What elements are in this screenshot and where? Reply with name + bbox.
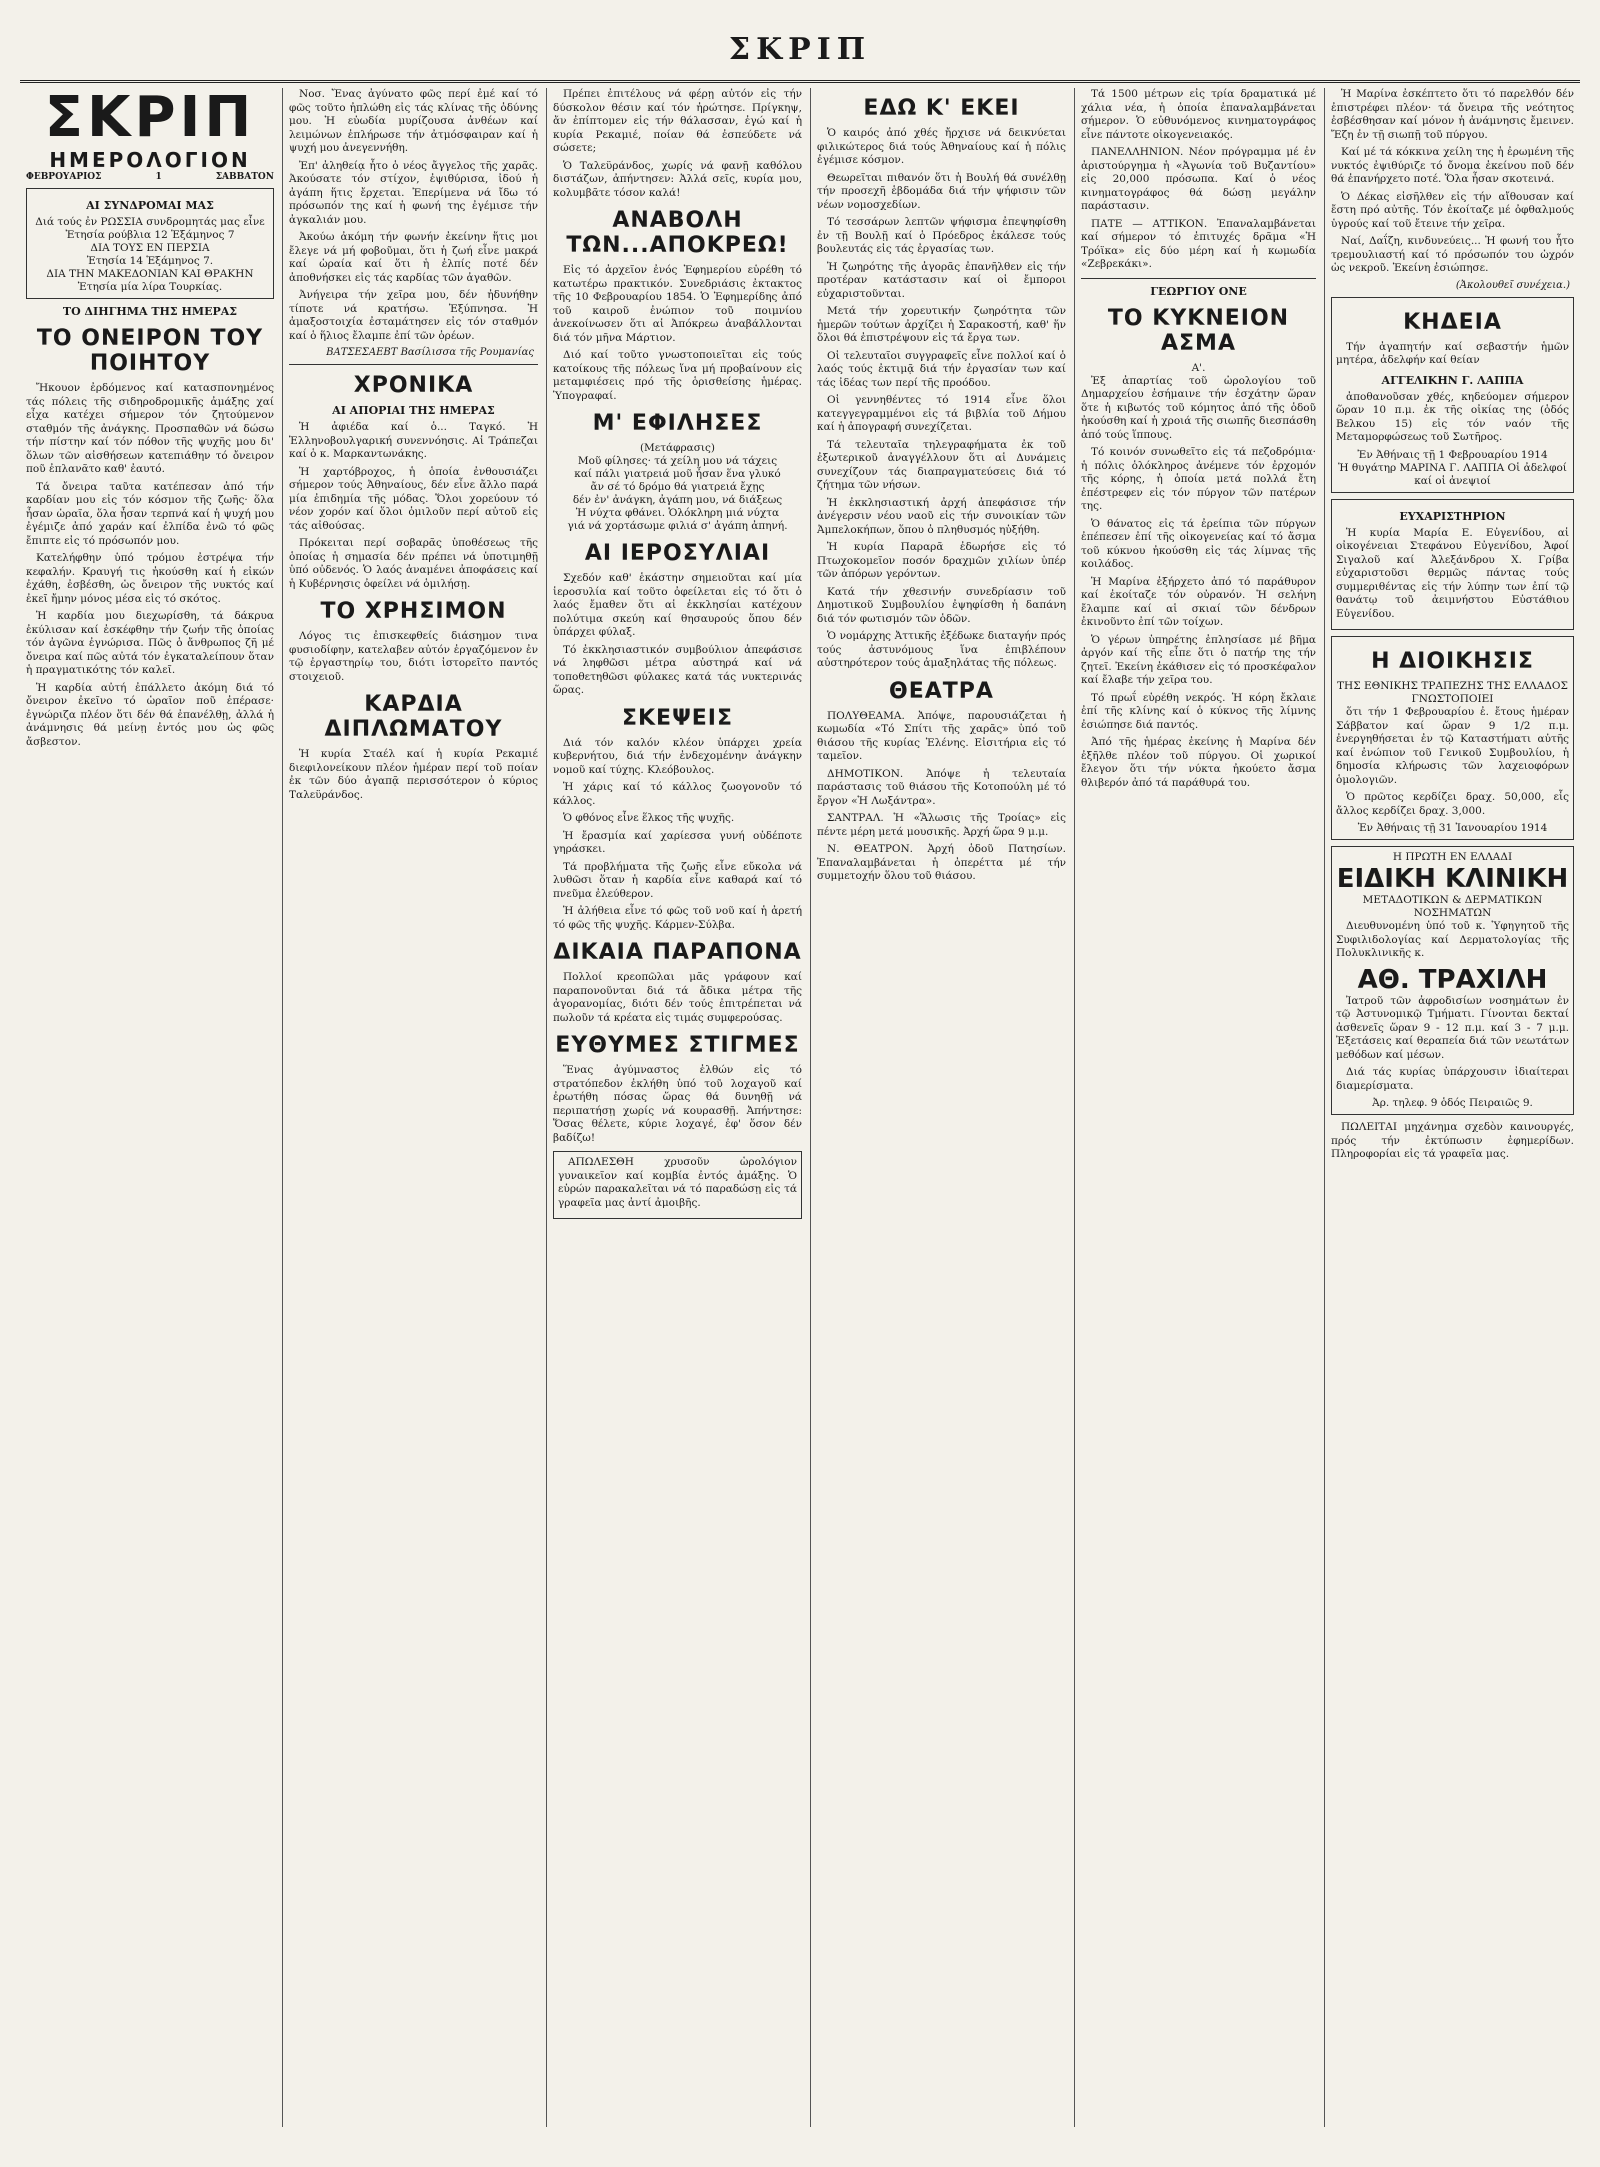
paragraph: Κατά τήν χθεσινήν συνεδρίασιν τοῦ Δημοτικοῦ Συμβουλίου ἐψηφίσθη ἡ δαπάνη διά τόν φωτισμόν τῶν ὁδῶν.: [817, 585, 1066, 625]
paragraph: Τά προβλήματα τῆς ζωῆς εἶνε εὔκολα νά λυθῶσι ὅταν ἡ καρδία εἶνε καθαρά καί τό πνεῦμα ἐλεύθερον.: [553, 860, 802, 900]
paragraph: Διό καί τοῦτο γνωστοποιεῖται εἰς τούς κατοίκους τῆς πόλεως ἵνα μή προβαίνουν εἰς μεταμφιέσεις πρό τῆς ὁρισθείσης ἡμέρας. Ὑπογραφαί.: [553, 349, 802, 402]
section-headline: ΣΚΕΨΕΙΣ: [621, 705, 734, 731]
paragraph: Κατελήφθην ὑπό τρόμου ἐστρέψα τήν κεφαλήν. Κραυγή τις ἠκούσθη καί ἡ εἰκών ἐχάθη, ἐσβέσθη, ὡς ὄνειρον τῆς νυκτός καί ἐκεῖ ἤμην μόνος μέσα εἰς τό σκότος.: [26, 552, 274, 605]
signature: ΒΑΤΣΕΣΑΕΒΤ Βασίλισσα τῆς Ρουμανίας: [326, 347, 534, 358]
clinic-ad: [1331, 846, 1574, 1115]
paragraph: Μετά τήν χορευτικήν ζωηρότητα τῶν ἡμερῶν τούτων ἀρχίζει ἡ Σαρακοστή, καθ' ἥν ὅλοι θά ἐπιστρέψουν εἰς τά ἔργα των.: [817, 305, 1066, 344]
paragraph: Τά 1500 μέτρων εἰς τρία δραματικά μέ χάλια νέα, ἡ ὁποία ἐπαναλαμβάνεται σήμερον. Ὁ εὐθυνόμενος κινηματογράφος εἶνε πάντοτε οἰκογενειακός.: [1081, 88, 1316, 141]
paragraph: Ὁ νομάρχης Ἀττικῆς ἐξέδωκε διαταγήν πρός τούς ἀστυνόμους ἵνα ἐπιβλέπουν αὐστηρότερον τούς ἀμαξηλάτας τῆς πόλεως.: [817, 630, 1066, 669]
day-number: 1: [155, 172, 162, 182]
paragraph: Ἐξ ἀπαρτίας τοῦ ὠρολογίου τοῦ Δημαρχείου ἐσήμαινε τήν ἐσχάτην ὥραν ὅτε ἡ κιβωτός τοῦ κόμητος ἀπό τῆς ὁδοῦ ἠκούσθη καί ἡ χροιά τῆς σιωπῆς διεσπάσθη ἀπό τούς ἵππους.: [1081, 374, 1316, 441]
paragraph: Ἡ Μαρίνα ἐξήρχετο ἀπό τό παράθυρον καί ἐκοίταζε τόν οὐρανόν. Ἡ σελήνη ἔλαμπε καί αἱ σκιαί τῶν δένδρων ἐκινοῦντο ἐπί τῶν τοίχων.: [1081, 575, 1316, 628]
paragraph: Ἡ κυρία Μαρία Ε. Εὐγενίδου, αἱ οἰκογένειαι Στεφάνου Εὐγενίδου, Ἀφοί Σιγαλοῦ καί Ἀλεξάνδρου Χ. Γρίβα εὐχαριστοῦσι θερμῶς πάντας τούς συμμεριθέντας εἰς τήν λύπην των ἐπί τῷ θανάτῳ τοῦ ἀειμνήστου Εὐστάθιου Εὐγενίδου.: [1336, 526, 1569, 620]
subscriptions-title: ΑΙ ΣΥΝΔΡΟΜΑΙ ΜΑΣ: [86, 199, 214, 212]
section-headline: ΤΟ ΚΥΚΝΕΙΟΝ ΑΣΜΑ: [1107, 305, 1290, 356]
story-headline: ΤΟ ΟΝΕΙΡΟΝ ΤΟΥ ΠΟΙΗΤΟΥ: [36, 326, 264, 376]
paragraph: Τό τεσσάρων λεπτῶν ψήφισμα ἐπεψηφίσθη ἐν τῇ Βουλῇ καί ὁ Πρόεδρος ἐκάλεσε τούς βουλευτάς εἰς τάς ἐργασίας των.: [817, 216, 1066, 255]
newspaper-page: [20, 20, 1580, 2127]
masthead: [20, 20, 1580, 83]
columns: [20, 88, 1580, 2127]
paragraph: Ἡ χάρις καί τό κάλλος ζωογονοῦν τό κάλλος.: [553, 781, 802, 807]
paragraph: Ν. ΘΕΑΤΡΟΝ. Ἀρχή ὁδοῦ Πατησίων. Ἐπαναλαμβάνεται ἡ ὀπερέττα μέ τήν συμμετοχήν ὅλου τοῦ θιάσου.: [817, 843, 1066, 882]
paragraph: Ἡ κυρία Παραρᾶ ἐδωρήσε εἰς τό Πτωχοκομεῖον ποσόν δραχμῶν χιλίων ὑπέρ τῶν ἀπόρων γερόντων.: [817, 541, 1066, 580]
author-name: ΓΕΩΡΓΙΟΥ ΟΝΕ: [1150, 284, 1247, 298]
paragraph: Τήν ἀγαπητήν καί σεβαστήν ἡμῶν μητέρα, ἀδελφήν καί θείαν: [1336, 340, 1569, 366]
doctor-name: ΑΘ. ΤΡΑΧΙΛΗ: [1357, 964, 1548, 995]
weekday: ΣΑΒΒΑΤΟΝ: [215, 172, 274, 182]
divider: [1081, 278, 1316, 279]
paragraph: Ἡ καρδία αὐτή ἐπάλλετο ἀκόμη διά τό ὄνειρον ἐκεῖνο τό ὡραῖον ποῦ ἐπέρασε· ἐγνώριζα πλέον ὅτι δέν θά ἐπανέλθῃ, ἀλλά ἡ ἀνάμνησις θά μείνῃ ἐντός μου ὡς φῶς ἄσβεστον.: [26, 681, 274, 748]
poem-line: ἄν σέ τό δρόμο θά γιατρειά ἔχῃς: [590, 481, 765, 493]
section-headline: ΑΝΑΒΟΛΗ ΤΩΝ...ΑΠΟΚΡΕΩ!: [566, 208, 789, 258]
date-row: [26, 172, 274, 182]
paragraph: ΠΑΝΕΛΛΗΝΙΟΝ. Νέον πρόγραμμα μέ ἐν ἀριστούργημα ἡ «Ἀγωνία τοῦ Βυζαντίου» εἰς 20,000 πρόσωπα. Καί ὁ νέος κινηματογράφος θά δώσῃ μεγάλην παράστασιν.: [1081, 146, 1316, 212]
paragraph: Ναί, Δαΐζη, κινδυνεύεις... Ἡ φωνή του ἦτο τρεμουλιαστή καί τό πρόσωπόν του ὠχρόν ὡς νεκροῦ. Ἐκείνη ἐσιώπησε.: [1331, 235, 1574, 274]
paragraph: Ὁ φθόνος εἶνε ἕλκος τῆς ψυχῆς.: [563, 812, 735, 824]
subs-line: ΔΙΑ ΤΟΥΣ ΕΝ ΠΕΡΣΙΑ: [90, 242, 210, 254]
paragraph: ΠΑΤΕ — ΑΤΤΙΚΟΝ. Ἐπαναλαμβάνεται καί σήμερον τό ἐπιτυχές δρᾶμα «Ἡ Τρόϊκα» εἰς δύο μέρη καί ἡ κωμωδία «Ζεβρεκάκι».: [1081, 217, 1316, 270]
paragraph: Πρόκειται περί σοβαρᾶς ὑποθέσεως τῆς ὁποίας ἡ σημασία δέν πρέπει νά ὑποτιμηθῇ ὑπό οὐδενός. Ὁ λαός ἀναμένει ἀποφάσεις καί ἡ Κυβέρνησις ὀφείλει νά ὁμιλήσῃ.: [289, 537, 538, 590]
paragraph: Οἱ γεννηθέντες τό 1914 εἶνε ὅλοι κατεγγεγραμμένοι εἰς τά βιβλία τοῦ Δήμου καί ἡ ἀπογραφή συνεχίζεται.: [817, 394, 1066, 433]
subs-line: ΔΙΑ ΤΗΝ ΜΑΚΕΔΟΝΙΑΝ ΚΑΙ ΘΡΑΚΗΝ: [46, 268, 254, 280]
section-headline: ΕΥΘΥΜΕΣ ΣΤΙΓΜΕΣ: [555, 1033, 800, 1058]
ad-address: Ἀρ. τηλεφ. 9 ὁδός Πειραιῶς 9.: [1372, 1097, 1533, 1109]
paragraph: Ἀκούω ἀκόμη τήν φωνήν ἐκείνην ἥτις μοι ἔλεγε νά μή φοβοῦμαι, ὅτι ἡ ζωή εἶνε μακρά καί ὡραία καί ὅτι ἡ ἐλπίς ποτέ δέν ἀποθνήσκει εἰς τάς καρδίας τῶν ἀγαθῶν.: [289, 231, 538, 284]
paragraph: Πρέπει ἐπιτέλους νά φέρῃ αὐτόν εἰς τήν δύσκολον θέσιν καί τόν ἠρώτησε. Πρίγκηψ, ἄν ἐπίπτομεν εἰς τήν θάλασσαν, ἐγώ καί ἡ κυρία Ρεκαμιέ, ποίαν θά ἐσπεύδετε νά σώσετε;: [553, 88, 802, 154]
paragraph: Ἀνήγειρα τήν χεῖρα μου, δέν ἠδυνήθην τίποτε νά κρατήσω. Ἐξύπνησα. Ἡ ἀμαξοστοιχία ἐσταμάτησεν εἰς τόν σταθμόν καί ὁ ἥλιος ἔλαμπε ἐπί τῶν ὀρέων.: [289, 289, 538, 342]
chapter-number: Α'.: [1191, 361, 1206, 374]
paragraph: Ὁ Ταλεϋράνδος, χωρίς νά φανῇ καθόλου διστάζων, ἀπήντησεν: Ἀλλά σεῖς, κυρία μου, κολυμβᾶτε τόσον καλά!: [553, 159, 802, 199]
paragraph: Λόγος τις ἐπισκεφθείς διάσημον τινα φυσιοδίφην, κατελαβεν αὐτόν ἐργαζόμενον ἐν τῷ ἐργαστηρίῳ του, διότι ἰστορεῖτο παντός στοιχειοῦ.: [289, 630, 538, 683]
bank-notice: [1331, 636, 1574, 840]
paragraph: Διά τόν καλόν κλέον ὑπάρχει χρεία κυβερνήτου, διά τήν ἐνδεχομένην ἀνάγκην νομοῦ καί τύχης. Κλεόβουλος.: [553, 736, 802, 776]
section-subhead: ΓΝΩΣΤΟΠΟΙΕΙ: [1411, 693, 1494, 705]
ad-subhead: ΜΕΤΑΔΟΤΙΚΩΝ & ΔΕΡΜΑΤΙΚΩΝ ΝΟΣΗΜΑΤΩΝ: [1362, 894, 1543, 919]
paragraph: Διευθυνομένη ὑπό τοῦ κ. Ὑφηγητοῦ τῆς Συφιλιδολογίας καί Δερματολογίας τῆς Πολυκλινικῆς κ.: [1336, 920, 1569, 959]
notice-date: Ἐν Ἀθήναις τῇ 31 Ἰανουαρίου 1914: [1357, 822, 1548, 834]
paragraph: Ἐπ' ἀληθείᾳ ἦτο ὁ νέος ἄγγελος τῆς χαρᾶς. Ἀκούσατε τόν στίχον, ἐψιθύρισα, ἰδού ἡ ἀγάπη ἥτις ἔρχεται. Ἐπερίμενα νά ἴδω τό πρόσωπόν της καί ἡ φωνή της ἐγέμισε τήν ἀγκαλιάν μου.: [289, 159, 538, 226]
notice-date: Ἐν Ἀθήναις τῇ 1 Φεβρουαρίου 1914: [1357, 448, 1548, 461]
section-subhead: ΑΙ ΑΠΟΡΙΑΙ ΤΗΣ ΗΜΕΡΑΣ: [332, 404, 495, 417]
month: ΦΕΒΡΟΥΑΡΙΟΣ: [26, 172, 102, 182]
column-1: [20, 88, 280, 2127]
paragraph: ΠΩΛΕΙΤΑΙ μηχάνημα σχεδὸν καινουργές, πρός τήν ἐκτύπωσιν ἐφημερίδων. Πληροφορίαι εἰς τά γραφεῖα μας.: [1331, 1121, 1574, 1160]
paragraph: Σχεδόν καθ' ἑκάστην σημειοῦται καί μία ἱεροσυλία καί τοῦτο ὀφείλεται εἰς τό ὅτι ὁ λαός ἔμαθεν ὅτι αἱ ἐκκλησίαι κατέχουν πολύτιμα σκεύη καί θησαυρούς ὅπου δέν ὑπάρχει φύλαξ.: [553, 572, 802, 638]
paragraph: Ὁ γέρων ὑπηρέτης ἐπλησίασε μέ βῆμα ἀργόν καί τῆς εἶπε ὅτι ὁ πατήρ της τήν ζητεῖ. Ἐκείνη ἐκάθισεν εἰς τό προσκέφαλον καί ἔλαβε τήν χεῖρα του.: [1081, 633, 1316, 686]
column-2: [282, 88, 544, 2127]
section-headline: ΑΙ ΙΕΡΟΣΥΛΙΑΙ: [584, 541, 771, 566]
column-6: [1324, 88, 1580, 2127]
divider: [289, 364, 538, 365]
paragraph: Ἡ καρδία μου διεχωρίσθη, τά δάκρυα ἐκύλισαν καί ἐσκέφθην τήν ζωήν τῆς ὁποίας τόν ἀγῶνα ἐγνώρισα. Πῶς ὁ ἄνθρωπος ζῆ μέ ὄνειρα καί πῶς αὐτά τόν ἐγκαταλείπουν ὅταν ἡ πραγματικότης τόν καλεῖ.: [26, 610, 274, 676]
paragraph: Ὁ καιρός ἀπό χθές ἤρχισε νά δεικνύεται φιλικώτερος διά τούς Ἀθηναίους καί ἡ πόλις ἐγέμισε κόσμον.: [817, 127, 1066, 166]
paragraph: Ἡ ἀφιέδα καί ὁ... Ταγκό. Ἡ Ἑλληνοβουλγαρική συνεννόησις. Αἱ Τράπεζαι καί ὁ κ. Μαρκαντωνάκης.: [289, 421, 538, 460]
subs-line: Ἐτησία 14 Ἑξάμηνος 7.: [86, 255, 214, 267]
paragraph: Ἕνας ἀγύμναστος ἐλθών εἰς τό στρατόπεδον ἐκλήθη ὑπό τοῦ λοχαγοῦ καί ἐρωτήθη πόσας ὥρας θά δυνηθῇ νά περιπατήσῃ χωρίς νά κουρασθῇ. Ἀπήντησε: Ὅσας θέλετε, κύριε λοχαγέ, ἐφ' ὅσον δέν βαδίζω!: [553, 1064, 802, 1144]
paragraph: Εἰς τό ἀρχεῖον ἐνός Ἐφημερίου εὑρέθη τό κατωτέρω πρακτικόν. Συνεδριάσις ἐκτακτος τῆς 10 Φεβρουαρίου 1854. Ὁ Ἐφημερίδης ἀπό τοῦ καιροῦ ἐνώπιον τοῦ ποιμνίου ἀνεκοίνωσεν ὅτι αἱ Ἀπόκρεω ἀναβάλλονται διά τόν μῆνα Μάρτιον.: [553, 264, 802, 344]
mourners: Ἡ θυγάτηρ ΜΑΡΙΝΑ Γ. ΛΑΠΠΑ Οἱ ἀδελφοί καί οἱ ἀνεψιοί: [1338, 461, 1567, 487]
poem-line: Μοῦ φίλησες· τά χείλη μου νά τάχεις: [577, 455, 778, 467]
paragraph: Ὁ πρῶτος κερδίζει δραχ. 50,000, εἷς ἄλλος κερδίζει δραχ. 3,000.: [1336, 791, 1569, 817]
paragraph: ΣΑΝΤΡΑΛ. Ἡ «Ἅλωσις τῆς Τροίας» εἰς πέντε μέρη μετά μουσικῆς. Ἀρχή ὥρα 9 μ.μ.: [817, 812, 1066, 838]
paragraph: Ὁ θάνατος εἰς τά ἐρείπια τῶν πύργων ἐπέπεσεν ἐπί τῆς οἰκογενείας καί τό ἄσμα τοῦ κύκνου ἠκούσθη εἰς τάς λίμνας τῆς κοιλάδος.: [1081, 517, 1316, 570]
poem-line: γιά νά χορτάσωμε φιλιά σ' ἀγάπη ἀπηνή.: [567, 520, 788, 532]
paragraph: Ἤκουον ἐρδόμενος καί κατασπονημένος τάς πόλεις τῆς σιδηροδρομικῆς ἀμάξης χαί εἶχα κατέχει σήμερον τόν ζητούμενον σταθμόν τῆς ἀνάγκης. Προσπαθῶν νά δώσω τήν πίστην καί τόν πόθον τῆς ψυχῆς μου δι' ὅλων τῶν αἰσθήσεων κατεπιάθην τό ὄνειρον ποῦ ἐπλανᾶτο καθ' ἐαυτό.: [26, 382, 274, 475]
paragraph: Καί μέ τά κόκκινα χείλη της ἡ ἐρωμένη τῆς νυκτός ἐψιθύριζε τό ὄνομα ἐκείνου ποῦ δέν θά ἐπανήρχετο ποτέ. Ὅλα ἦσαν σκοτεινά.: [1331, 146, 1574, 185]
section-headline: ΤΟ ΧΡΗΣΙΜΟΝ: [320, 599, 507, 624]
section-headline: ΔΙΚΑΙΑ ΠΑΡΑΠΟΝΑ: [553, 940, 802, 965]
paragraph: Ἀπό τῆς ἡμέρας ἐκείνης ἡ Μαρίνα δέν ἐξῆλθε πλέον τοῦ πύργου. Οἱ χωρικοί ἔλεγον ὅτι τήν νύκτα ἠκούετο ἄσμα θλιβερόν ἀπό τά παράθυρά του.: [1081, 736, 1316, 789]
paragraph: Ἰατροῦ τῶν ἀφροδισίων νοσημάτων ἐν τῷ Ἀστυνομικῷ Τμήματι. Γίνονται δεκταί ἀσθενεῖς ὥραν 9 - 12 π.μ. καί 3 - 7 μ.μ. Ἐξετάσεις καί θεραπεία διά τῶν νεωτάτων μεθόδων καί μέσων.: [1336, 994, 1569, 1061]
paragraph: Ὁ Δέκας εἰσῆλθεν εἰς τήν αἴθουσαν καί ἔστη πρό αὐτῆς. Τόν ἐκοίταζε μέ ὀφθαλμούς ὑγρούς καί τοῦ ἔτεινε τήν χεῖρα.: [1331, 190, 1574, 230]
story-section-title: ΤΟ ΔΙΗΓΗΜΑ ΤΗΣ ΗΜΕΡΑΣ: [62, 305, 238, 318]
column-4: [810, 88, 1072, 2127]
paragraph: Ἡ Μαρίνα ἐσκέπτετο ὅτι τό παρελθόν δέν ἐπιστρέφει πλέον· τά ὄνειρα τῆς νεότητος ἐσβέσθησαν καί μόνον ἡ ἀνάμνησις ἔμεινεν. Ἔζη ἐν τῇ σιωπῇ τοῦ πύργου.: [1331, 88, 1574, 141]
section-subhead: ΤΗΣ ΕΘΝΙΚΗΣ ΤΡΑΠΕΖΗΣ ΤΗΣ ΕΛΛΑΔΟΣ: [1337, 680, 1568, 692]
section-headline: ΕΥΧΑΡΙΣΤΗΡΙΟΝ: [1399, 509, 1506, 523]
section-headline: ΚΑΡΔΙΑ ΔΙΠΛΩΜΑΤΟΥ: [324, 692, 503, 742]
paragraph: ΔΗΜΟΤΙΚΟΝ. Ἀπόψε ἡ τελευταία παράστασις τοῦ θιάσου τῆς Κοτοπούλη μέ τό ἔργον «Ἡ Λωξάντρα».: [817, 767, 1066, 807]
continued-note: (Ἀκολουθεῖ συνέχεια.): [1455, 279, 1570, 291]
paragraph: Διά τάς κυρίας ὑπάρχουσιν ἰδιαίτεραι διαμερίσματα.: [1336, 1066, 1569, 1092]
poem-line: καί πάλι γιατρειά μοῦ ἦσαν ἕνα γλυκό: [574, 468, 781, 480]
section-headline: ΘΕΑΤΡΑ: [889, 678, 994, 704]
section-subhead: (Μετάφρασις): [639, 442, 716, 454]
paragraph: ἀποθανοῦσαν χθές, κηδεύομεν σήμερον ὥραν 10 π.μ. ἐκ τῆς οἰκίας της (ὁδός Βελκου 15) εἰς τόν ναόν τῆς Μεταμορφώσεως τοῦ Σωτῆρος.: [1336, 390, 1569, 443]
paragraph: Ἡ χαρτόβροχος, ἡ ὁποία ἐνθουσιάζει σήμερον τούς Ἀθηναίους, δέν εἶνε ἄλλο παρά μία ἐπιδημία τῆς μόδας. Ὅλοι χορεύουν τό νέον χορόν καί ὅλοι ὁμιλοῦν περί αὐτοῦ εἰς τάς αἰθούσας.: [289, 465, 538, 532]
thanks-notice: [1331, 499, 1574, 631]
paragraph: Ἡ ζωηρότης τῆς ἀγορᾶς ἐπανῆλθεν εἰς τήν προτέραν κατάστασιν καί οἱ ἔμποροι εὐχαριστοῦνται.: [817, 260, 1066, 300]
paragraph: Πολλοί κρεοπῶλαι μᾶς γράφουν καί παραπονοῦνται διά τά ἄδικα μέτρα τῆς ἀγορανομίας, διότι δέν τούς ἐπιτρέπεται νά πωλοῦν τά κρέατα εἰς τιμάς συμφερούσας.: [553, 971, 802, 1024]
section-headline: ΧΡΟΝΙΚΑ: [353, 373, 474, 398]
paragraph: Τό πρωΐ εὑρέθη νεκρός. Ἡ κόρη ἔκλαιε ἐπί τῆς κλίνης καί ὁ κύκνος τῆς λίμνης ἐσιώπησε διά παντός.: [1081, 691, 1316, 731]
paragraph: Ἡ ἐκκλησιαστική ἀρχή ἀπεφάσισε τήν ἀνέγερσιν νέου ναοῦ εἰς τήν συνοικίαν τῶν Ἀμπελοκήπων, ὅπου ὁ πληθυσμός ηὐξήθη.: [817, 496, 1066, 536]
section-headline: Η ΔΙΟΙΚΗΣΙΣ: [1371, 649, 1534, 674]
funeral-notice: [1331, 297, 1574, 493]
classified-ad: [553, 1151, 802, 1219]
paragraph: Τά ὄνειρα ταῦτα κατέπεσαν ἀπό τήν καρδίαν μου εἰς τόν κόσμον τῆς ζωῆς· ὅλα ἦσαν ὡραῖα, ὅλα ἦσαν τερπνά καί ἡ ψυχή μου ἐγέμιζε ἀπό χαράν καί ἐλπίδα ἐνῶ τό φῶς ἔπιπτε εἰς τό πρόσωπόν μου.: [26, 480, 274, 547]
section-headline: ΚΗΔΕΙΑ: [1403, 309, 1502, 335]
paragraph: Θεωρεῖται πιθανόν ὅτι ἡ Βουλή θά συνέλθῃ τήν προσεχῆ ἑβδομάδα διά τήν ψήφισιν τῶν νέων νομοσχεδίων.: [817, 171, 1066, 211]
ad-kicker: Η ΠΡΩΤΗ ΕΝ ΕΛΛΑΔΙ: [1392, 851, 1513, 863]
column-3: [546, 88, 808, 2127]
paragraph: Οἱ τελευταῖοι συγγραφεῖς εἶνε πολλοί καί ὁ λαός τούς ἐκτιμᾷ διά τήν ἐργασίαν των καί τάς ἰδέας των περί τῆς προόδου.: [817, 349, 1066, 389]
masthead-title: ΣΚΡΙΠ: [728, 32, 872, 67]
section-headline: Μ' ΕΦΙΛΗΣΕΣ: [592, 411, 763, 436]
ad-headline: ΕΙΔΙΚΗ ΚΛΙΝΙΚΗ: [1336, 864, 1569, 894]
section-headline: ΕΔΩ Κ' ΕΚΕΙ: [863, 96, 1020, 121]
paragraph: Τά τελευταῖα τηλεγραφήματα ἐκ τοῦ ἐξωτερικοῦ ἀναγγέλλουν ὅτι αἱ Δυνάμεις συνεχίζουν τάς διαπραγματεύσεις διά τό ζήτημα τῶν νήσων.: [817, 438, 1066, 491]
subs-line: Διά τούς ἐν ΡΩΣΣΙΑ συνδρομητάς μας εἶνε: [35, 216, 265, 228]
paragraph: Ἡ ἀλήθεια εἶνε τό φῶς τοῦ νοῦ καί ἡ ἀρετή τό φῶς τῆς ψυχῆς. Κάρμεν-Σύλβα.: [553, 905, 802, 931]
subs-line: Ἐτησία μία λίρα Τουρκίας.: [77, 281, 223, 293]
subscriptions-box: [26, 188, 274, 299]
paragraph: Τό κοινόν συνωθεῖτο εἰς τά πεζοδρόμια· ἡ πόλις ὁλόκληρος ἀνέμενε τόν ἐρχομόν τῆς κόρης, ἡ ὁποία μετά πολλά ἔτη ἐπέστρεφεν εἰς τόν πύργον τῶν πατέρων της.: [1081, 446, 1316, 512]
deceased-name: ΑΓΓΕΛΙΚΗΝ Γ. ΛΑΠΠΑ: [1381, 373, 1524, 387]
subs-line: Ἐτησία ρούβλια 12 Ἑξάμηνος 7: [65, 229, 235, 241]
paragraph: ΑΠΩΛΕΣΘΗ χρυσοῦν ὡρολόγιον γυναικεῖον καί κομβία ἐντός ἀμάξης. Ὁ εὑρών παρακαλεῖται νά τό παραδώσῃ εἰς τά γραφεῖα μας ἀντί ἀμοιβῆς.: [558, 1156, 797, 1209]
paragraph: Ἡ κυρία Σταέλ καί ἡ κυρία Ρεκαμιέ διεφιλονείκουν πλέον ἡμέραν περί τοῦ ποίαν ἐκ τῶν δύο ἀγαπᾷ περισσότερον ὁ κύριος Ταλεϋράνδος.: [289, 748, 538, 801]
paragraph: ὅτι τήν 1 Φεβρουαρίου ἐ. ἔτους ἡμέραν Σάββατον καί ὥραν 9 1/2 π.μ. ἐνεργηθήσεται ἐν τῷ Καταστήματι αὐτῆς καί ἐνώπιον τοῦ Γενικοῦ Συμβουλίου, ἡ δημοσία κλήρωσις τῶν λαχειοφόρων ὁμολογιῶν.: [1336, 706, 1569, 786]
paragraph: Νοσ. Ἔνας ἀγύνατο φῶς περί ἐμέ καί τό φῶς τοῦτο ἠπλώθη εἰς τάς κλίνας τῆς ὁδύνης μου. Ἡ εὐωδία μυρίζουσα ἀνθέων καί λειμώνων ἐπλήρωσε τήν ἀτμόσφαιραν καί ἡ ψυχή μου ἀνεγεννήθη.: [289, 88, 538, 154]
logo: ΣΚΡΙΠ: [44, 88, 256, 150]
paragraph: Τό ἐκκλησιαστικόν συμβούλιον ἀπεφάσισε νά ληφθῶσι μέτρα αὐστηρά καί νά τοποθετηθῶσι φύλακες κατά τάς νυκτερινάς ὥρας.: [553, 643, 802, 696]
paragraph: ΠΟΛΥΘΕΑΜΑ. Ἀπόψε, παρουσιάζεται ἡ κωμωδία «Τό Σπίτι τῆς χαρᾶς» ὑπό τοῦ θιάσου τῆς κυρίας Ἐλένης. Εἰσιτήρια εἰς τό ταμεῖον.: [817, 709, 1066, 762]
paragraph: Ἡ ἔρασμία καί χαρίεσσα γυνή οὐδέποτε γηράσκει.: [553, 829, 802, 855]
calendar-title: ΗΜΕΡΟΛΟΓΙΟΝ: [49, 148, 251, 172]
poem-line: Ἡ νύχτα φθάνει. Ὁλόκληρη μιά νύχτα: [575, 507, 780, 519]
column-5: [1074, 88, 1322, 2127]
poem-line: δέν ἐν' ἀνάγκη, ἀγάπη μου, νά διάξεως: [572, 494, 783, 506]
